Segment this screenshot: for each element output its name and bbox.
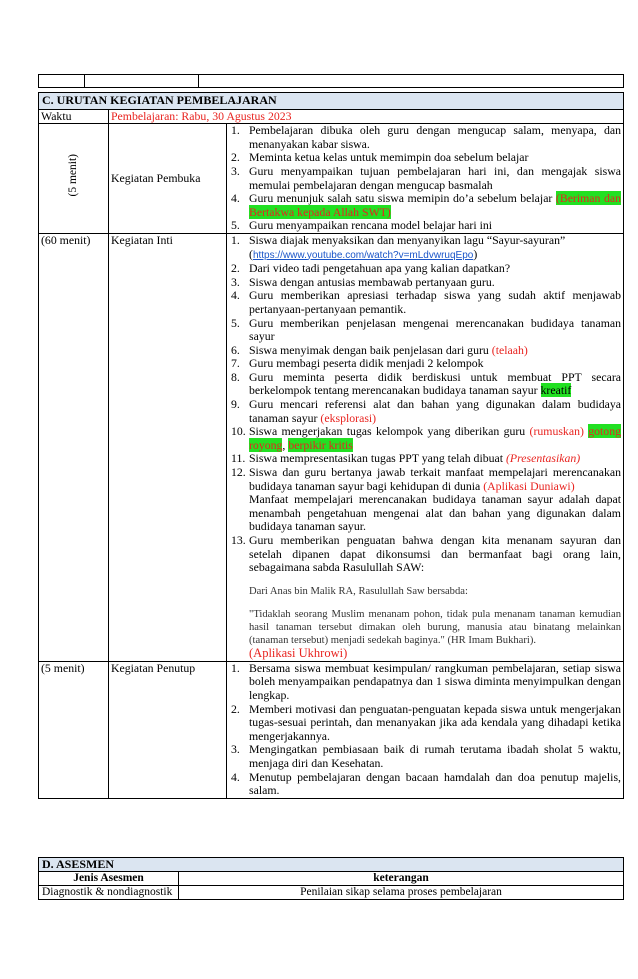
penutup-list [229, 662, 621, 798]
list-item: 5. Guru memberikan penjelasan mengenai merencanakan budidaya tanaman sayur [231, 315, 621, 344]
inti-time: (60 menit) [39, 233, 109, 661]
highlight-berpikir-kritis: berpikir kritis [288, 437, 353, 452]
list-item: 4. Guru memberikan apresiasi terhadap siswa yang sudah aktif menjawab pertanyaan-pertanyaan pemantik. [231, 288, 621, 316]
list-item: 9. Guru mencari referensi alat dan bahan yang digunakan dalam budidaya tanaman sayur (eksplorasi) [231, 397, 621, 425]
list-item: 11. Siswa mempresentasikan tugas PPT yang telah dibuat (Presentasikan) [231, 451, 581, 466]
list-item: 12. Siswa dan guru bertanya jawab terkait manfaat mempelajari merencanakan budidaya tanaman sayur bagi kehidupan di dunia (Aplikasi Duniawi) Manfaat mempelajari merencanakan budidaya tanaman sayur adalah dapat menambah pengetahuan mengenai alat dan bahan yang digunakan dalam budidaya tanaman sayur. [231, 465, 621, 534]
asesmen-col-header: Jenis Asesmen [39, 872, 179, 886]
pembuka-list [229, 124, 621, 233]
penutup-row [39, 661, 624, 798]
table-row [39, 886, 624, 900]
asesmen-col-header: keterangan [179, 872, 624, 886]
list-item: 5. Guru menyampaikan rencana model belajar hari ini [231, 218, 493, 233]
highlight-kreatif: kreatif [540, 383, 572, 398]
list-item: 8. Guru meminta peserta didik berdiskusi untuk membuat PPT secara berkelompok tentang merencanakan budidaya tanaman sayur kreatif [231, 369, 621, 398]
aplikasi-ukhrowi: (Aplikasi Ukhrowi) [249, 646, 348, 661]
highlight-beriman: (Beriman dan Bertakwa kepada Allah SWT) [249, 191, 621, 219]
list-item: 1. Pembelajaran dibuka oleh guru dengan mengucap salam, menyapa, dan menanyakan kabar siswa. [231, 123, 621, 151]
list-item: 1. Bersama siswa membuat kesimpulan/ rangkuman pembelajaran, setiap siswa boleh menyampaikan pendapatnya dan 1 siswa diminta menyimpulkan dengan lengkap. [231, 660, 621, 702]
penutup-time: (5 menit) [39, 661, 109, 798]
lesson-plan-page [38, 74, 624, 799]
list-item: 3. Guru menyampaikan tujuan pembelajaran hari ini, dan mengajak siswa memulai pembelajaran dengan mengucap basmalah [231, 163, 621, 192]
list-item: 4. Menutup pembelajaran dengan bacaan hamdalah dan doa penutup majelis, salam. [231, 769, 621, 798]
hadith-quote: Dari Anas bin Malik RA, Rasulullah Saw bersabda: "Tidaklah seorang Muslim menanam pohon, tidak pula menanam tanaman kemudian hasil tanaman tersebut dimakan oleh burung, manusia atau binatang melainkan (tanaman tersebut) menjadi sedekah baginya." (HR Imam Bukhari). [249, 585, 621, 646]
list-item: 2. Meminta ketua kelas untuk memimpin doa sebelum belajar [231, 150, 529, 165]
section-c-title: C. URUTAN KEGIATAN PEMBELAJARAN [39, 93, 624, 110]
section-d-title: D. ASESMEN [39, 858, 624, 872]
learning-activities-table [38, 92, 624, 799]
highlight-gotong-royong: gotong royong [249, 424, 622, 452]
youtube-link[interactable]: https://www.youtube.com/watch?v=mLdvwruqEpo [252, 249, 474, 261]
list-item: 2. Memberi motivasi dan penguatan-penguatan kepada siswa untuk mengerjakan tugas-sesuai perintah, dan menanyakan jika ada kendala yang dihadapi ketika mengerjakannya. [231, 701, 621, 743]
inti-list [229, 234, 621, 575]
pembuka-row [39, 124, 624, 234]
pembuka-label: Kegiatan Pembuka [109, 124, 227, 234]
asesmen-table [38, 857, 624, 900]
asesmen-type: Diagnostik & nondiagnostik [39, 886, 179, 900]
list-item: 1. Siswa diajak menyaksikan dan menyanyikan lagu “Sayur-sayuran” (https://www.youtube.com/watch?v=mLdvwruqEpo) [231, 232, 566, 261]
list-item: 2. Dari video tadi pengetahuan apa yang kalian dapatkan? [231, 261, 511, 276]
list-item: 7. Guru membagi peserta didik menjadi 2 kelompok [231, 356, 484, 371]
waktu-label: Waktu [39, 109, 109, 124]
list-item: 3. Mengingatkan pembiasaan baik di rumah terutama ibadah sholat 5 waktu, menjaga diri dan Kesehatan. [231, 742, 621, 770]
asesmen-description: Penilaian sikap selama proses pembelajaran [179, 886, 624, 900]
waktu-value: Pembelajaran: Rabu, 30 Agustus 2023 [109, 109, 624, 124]
list-item: 10. Siswa mengerjakan tugas kelompok yang diberikan guru (rumuskan) gotong royong, berpikir kritis [231, 424, 622, 452]
inti-row [39, 233, 624, 661]
list-item: 13. Guru memberikan penguatan bahwa dengan kita menanam sayuran dan setelah dipanen dapat dikonsumsi dan bermanfaat bagi orang lain, sebagaimana sabda Rasulullah SAW: [231, 533, 621, 575]
penutup-label: Kegiatan Penutup [109, 661, 227, 798]
top-empty-table [38, 74, 624, 88]
list-item: 6. Siswa menyimak dengan baik penjelasan dari guru (telaah) [231, 342, 528, 357]
list-item: 4. Guru menunjuk salah satu siswa memipin do’a sebelum belajar (Beriman dan Bertakwa kepada Allah SWT) [231, 191, 621, 219]
inti-label: Kegiatan Inti [109, 233, 227, 661]
list-item: 3. Siswa dengan antusias membawab pertanyaan guru. [231, 274, 495, 289]
pembuka-time: (5 menit) [66, 154, 79, 197]
